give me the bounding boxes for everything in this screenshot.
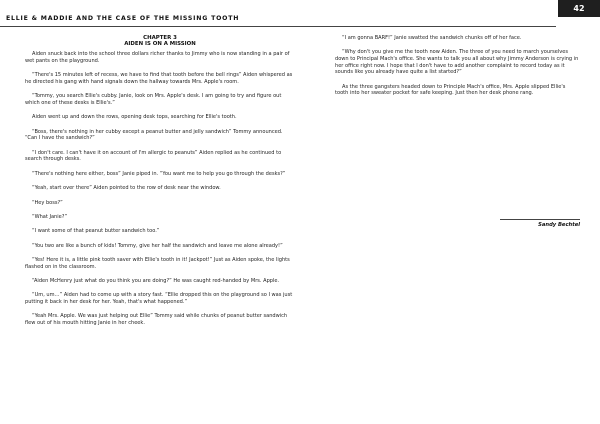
- paragraph: “Yeah Mrs. Apple. We was just helping out Ellie” Tommy said while chunks of peanut butter sandwich flew out of his mouth hitting Janie in her cheek.: [25, 313, 288, 327]
- paragraph: “Hey boss?”: [32, 199, 63, 206]
- right-column: [335, 35, 580, 105]
- signature-divider: [500, 219, 580, 220]
- chapter-title: AIDEN IS ON A MISSION: [124, 41, 196, 48]
- book-title: ELLIE & MADDIE AND THE CASE OF THE MISSING TOOTH: [6, 15, 240, 22]
- paragraph: “I want some of that peanut butter sandwich too.”: [32, 228, 160, 235]
- page-number: 42: [558, 0, 600, 17]
- paragraph: “There's nothing here either, boss” Janie piped in. “You want me to help you go through the desks?”: [32, 170, 286, 177]
- paragraph: “Why don't you give me the tooth now Aiden. The three of you need to march yourselves down to Principal Mach's office. She wants to talk you all about why Jimmy Anderson is crying in her office right now. I hope that I don't have to add another complaint to record today as it sounds like you already have quite a list started?”: [335, 49, 579, 76]
- paragraph: “I don't care. I can't have it on account of I'm allergic to peanuts” Aiden replied as he continued to search through desks.: [25, 149, 282, 163]
- left-column: [25, 35, 295, 334]
- paragraph: “Yes! Here it is, a little pink tooth saver with Ellie's tooth in it! Jackpot!” Just as Aiden spoke, the lights flashed on in the classroom.: [25, 257, 290, 270]
- paragraph: “You two are like a bunch of kids! Tommy, give her half the sandwich and leave me alone already!”: [32, 242, 283, 249]
- paragraph: “There's 15 minutes left of recess, we have to find that tooth before the bell rings” Aiden whispered as he directed his gang with hand signals down the hallway towards Mrs. Apple's room.: [25, 72, 293, 85]
- paragraph: “Yeah, start over there” Aiden pointed to the row of desk near the window.: [32, 185, 221, 192]
- paragraph: “Um, um…” Aiden had to come up with a story fast. “Ellie dropped this on the playground so I was just putting it back in her desk for her. Yeah, that's what happened.”: [25, 292, 293, 306]
- paragraph: “I am gonna BARF!” Janie swatted the sandwich chunks off of her face.: [342, 35, 522, 41]
- paragraph: As the three gangsters headed down to Principle Mach's office, Mrs. Apple slipped Ellie's tooth into her sweater pocket for safe keeping. Just then her desk phone rang.: [335, 83, 566, 97]
- paragraph: “Aiden McHenry just what do you think you are doing?” He was caught red-handed by Mrs. Apple.: [32, 278, 280, 285]
- chapter-heading: [25, 35, 295, 47]
- author-signature: Sandy Bechtel: [538, 222, 580, 228]
- chapter-number: CHAPTER 3: [143, 35, 177, 41]
- paragraph: “What Janie?”: [32, 213, 68, 220]
- running-header: [0, 13, 600, 30]
- paragraph: “Boss, there's nothing in her cubby except a peanut butter and jelly sandwich” Tommy announced. “Can I have the sandwich?”: [25, 128, 283, 142]
- header-divider: [0, 26, 556, 27]
- paragraph: “Tommy, you search Ellie's cubby. Janie, look on Mrs. Apple's desk. I am going to try and figure out which one of these desks is Ellie's.”: [25, 93, 282, 106]
- paragraph: Aiden went up and down the rows, opening desk tops, searching for Ellie's tooth.: [32, 114, 237, 121]
- paragraph: Aiden snuck back into the school three dollars richer thanks to Jimmy who is now standing in a pair of wet pants on the playground.: [25, 51, 290, 64]
